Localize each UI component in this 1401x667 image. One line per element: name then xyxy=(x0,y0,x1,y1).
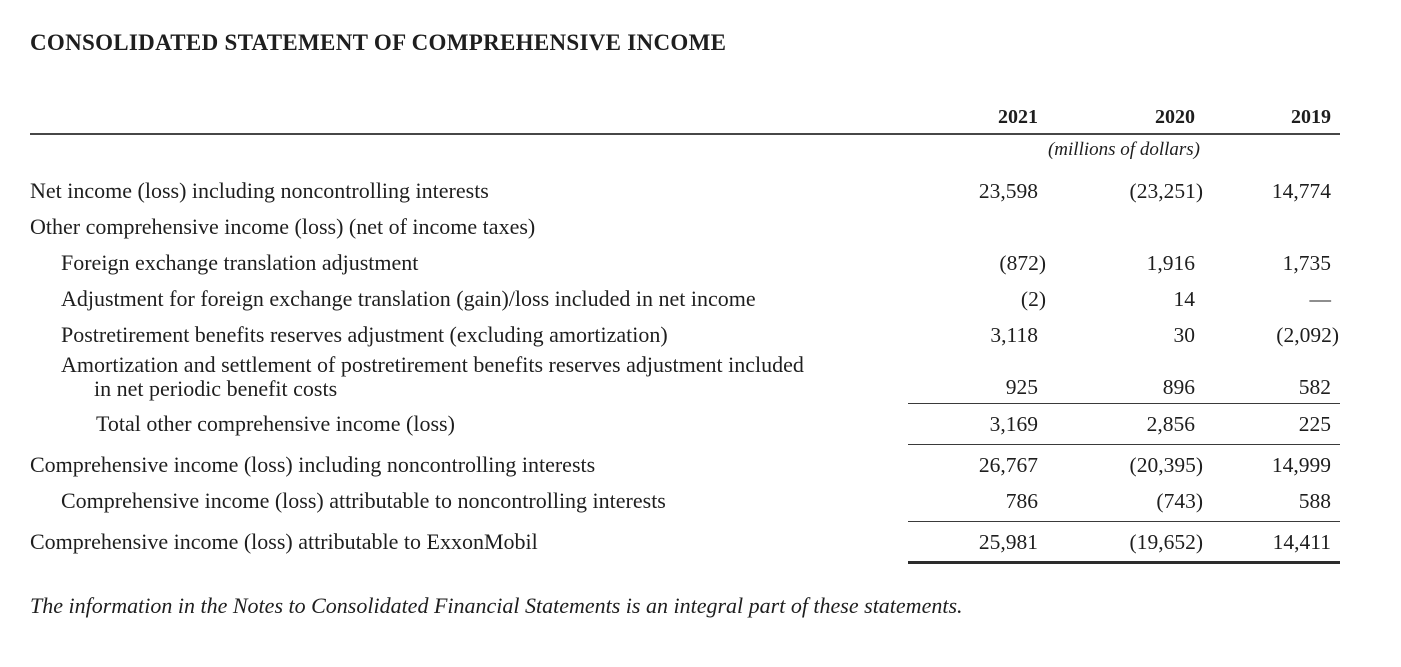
table-row xyxy=(30,353,1340,401)
values-rule xyxy=(908,403,1340,404)
footnote: The information in the Notes to Consolidated Financial Statements is an integral part of these statements. xyxy=(30,593,963,618)
rule-row xyxy=(30,560,1340,565)
values-rule xyxy=(908,561,1340,564)
row-values xyxy=(908,412,1340,436)
row-values xyxy=(908,251,1340,275)
row-label: Adjustment for foreign exchange translation (gain)/loss included in net income xyxy=(61,286,756,311)
value-cell: 582 xyxy=(1298,375,1331,399)
table-row xyxy=(30,406,1340,442)
value-cell: 786 xyxy=(1005,489,1038,513)
value-cell: 30 xyxy=(1173,323,1195,347)
row-values xyxy=(908,530,1340,554)
value-cell: 14 xyxy=(1173,287,1195,311)
year-header-2021: 2021 xyxy=(998,106,1038,128)
value-cell: 925 xyxy=(1005,375,1038,399)
row-label: Comprehensive income (loss) attributable to ExxonMobil xyxy=(30,529,538,554)
table-row xyxy=(30,524,1340,560)
value-cell: 14,411 xyxy=(1272,530,1331,554)
value-cell: (23,251) xyxy=(1129,179,1203,203)
row-label: Amortization and settlement of postretirement benefits reserves adjustment included in net periodic benefit costs xyxy=(30,353,908,401)
year-header-row xyxy=(30,106,1340,135)
value-cell: 588 xyxy=(1298,489,1331,513)
value-cell: 3,169 xyxy=(989,412,1038,436)
value-cell: (872) xyxy=(999,251,1046,275)
statement-table xyxy=(30,106,1340,565)
row-label: Foreign exchange translation adjustment xyxy=(61,250,419,275)
row-label: Postretirement benefits reserves adjustment (excluding amortization) xyxy=(61,322,668,347)
row-values xyxy=(908,375,1340,401)
table-row xyxy=(30,209,1340,245)
value-cell: 1,916 xyxy=(1146,251,1195,275)
row-label: Comprehensive income (loss) including noncontrolling interests xyxy=(30,452,596,477)
value-cell: 225 xyxy=(1298,412,1331,436)
table-row xyxy=(30,317,1340,353)
value-cell: 14,774 xyxy=(1271,179,1331,203)
value-cell: 14,999 xyxy=(1271,453,1331,477)
row-values xyxy=(908,453,1340,477)
value-cell: 26,767 xyxy=(978,453,1038,477)
value-cell: (20,395) xyxy=(1129,453,1203,477)
row-values xyxy=(908,323,1340,347)
value-cell: 23,598 xyxy=(978,179,1038,203)
row-values xyxy=(908,287,1340,311)
values-rule xyxy=(908,521,1340,522)
value-cell: 896 xyxy=(1162,375,1195,399)
unit-note-row xyxy=(30,135,1340,163)
table-body xyxy=(30,173,1340,565)
year-header-2020: 2020 xyxy=(1155,106,1195,128)
row-label-line2: in net periodic benefit costs xyxy=(94,376,338,401)
row-label: Other comprehensive income (loss) (net of income taxes) xyxy=(30,214,536,239)
table-row xyxy=(30,483,1340,519)
value-cell: (2,092) xyxy=(1276,323,1339,347)
row-values xyxy=(908,489,1340,513)
value-cell: (2) xyxy=(1020,287,1046,311)
row-label: Net income (loss) including noncontrolling interests xyxy=(30,178,489,203)
value-cell: 2,856 xyxy=(1146,412,1195,436)
value-cell: (743) xyxy=(1156,489,1203,513)
unit-note: (millions of dollars) xyxy=(1047,139,1200,160)
table-row xyxy=(30,245,1340,281)
value-cell: — xyxy=(1309,287,1331,311)
year-header-2019: 2019 xyxy=(1291,106,1331,128)
value-cell: 1,735 xyxy=(1282,251,1331,275)
table-row xyxy=(30,173,1340,209)
year-header-values xyxy=(908,106,1340,129)
row-values xyxy=(908,179,1340,203)
row-label: Comprehensive income (loss) attributable to noncontrolling interests xyxy=(61,488,666,513)
table-row xyxy=(30,447,1340,483)
value-cell: 3,118 xyxy=(990,323,1038,347)
value-cell: 25,981 xyxy=(978,530,1038,554)
row-label: Total other comprehensive income (loss) xyxy=(96,411,455,436)
table-row xyxy=(30,281,1340,317)
value-cell: (19,652) xyxy=(1129,530,1203,554)
values-rule xyxy=(908,444,1340,445)
page-title: CONSOLIDATED STATEMENT OF COMPREHENSIVE INCOME xyxy=(30,30,727,55)
